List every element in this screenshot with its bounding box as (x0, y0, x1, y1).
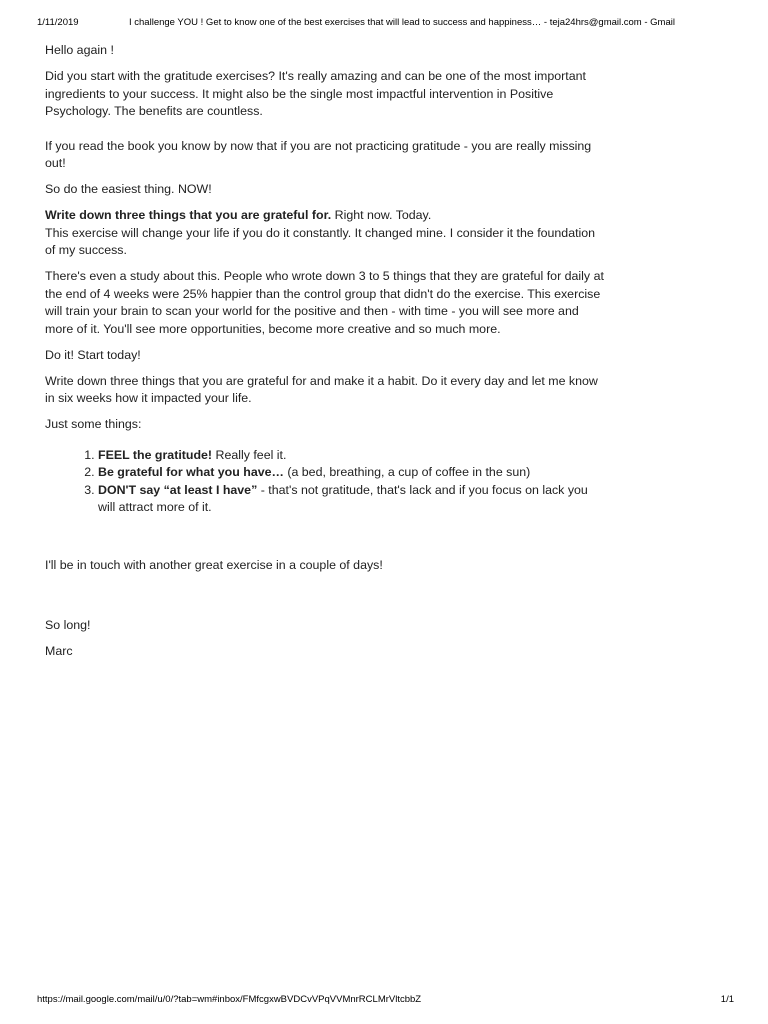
paragraph-write-down (45, 207, 605, 260)
greeting: Hello again ! (45, 43, 114, 57)
paragraph-book: If you read the book you know by now that if you are not practicing gratitude - you are really missing out! (45, 138, 592, 170)
paragraph-intro: Did you start with the gratitude exercises? It's really amazing and can be one of the most important ingredients to your success. It might also be the single most impactful intervention in Positive Psychology. The benefits are countless. (45, 69, 586, 118)
list-item (98, 447, 605, 465)
list-item-text: (a bed, breathing, a cup of coffee in the sun) (283, 465, 531, 479)
paragraph-study: There's even a study about this. People who wrote down 3 to 5 things that they are grateful for daily at the end of 4 weeks were 25% happier than the control group that didn't do the exercise. This exercise will train your brain to scan your world for the positive and then - with time - you will see more and more of it. You'll see more opportunities, become more creative and so much more. (45, 269, 604, 336)
list-item-text: - that's not gratitude, that's lack and if you focus on lack you will attract more of it. (98, 482, 588, 514)
page-count: 1/1 (720, 994, 734, 1005)
paragraph-easiest: So do the easiest thing. NOW! (45, 182, 212, 196)
list-item (98, 482, 605, 517)
list-item-text: Really feel it. (212, 447, 287, 462)
spacer (45, 583, 605, 617)
signature: Marc (45, 643, 73, 658)
paragraph-in-touch: I'll be in touch with another great exercise in a couple of days! (45, 557, 383, 572)
list-item-bold: DON'T say “at least I have” (98, 482, 258, 497)
write-down-bold: Write down three things that you are grateful for. (45, 208, 332, 222)
spacer (45, 525, 605, 557)
write-down-rest: Right now. Today. (331, 208, 432, 222)
email-body (45, 42, 605, 669)
print-date: 1/11/2019 (37, 17, 79, 28)
paragraph-start-today: Do it! Start today! (45, 347, 141, 362)
things-list (45, 447, 605, 517)
list-item (98, 464, 605, 482)
print-url: https://mail.google.com/mail/u/0/?tab=wm#inbox/FMfcgxwBVDCvVPqVVMnrRCLMrVltcbbZ (37, 994, 422, 1005)
paragraph-habit: Write down three things that you are grateful for and make it a habit. Do it every day and let me know in six weeks how it impacted your life. (45, 373, 598, 405)
print-footer (0, 994, 768, 1008)
write-down-line2: This exercise will change your life if you do it constantly. It changed mine. I consider it the foundation of my success. (45, 225, 596, 257)
print-header (0, 17, 768, 31)
paragraph-just-some: Just some things: (45, 417, 142, 431)
list-item-bold: Be grateful for what you have… (98, 465, 284, 479)
print-title: I challenge YOU ! Get to know one of the best exercises that will lead to success and happiness… - teja24hrs@gmail.com - Gmail (129, 17, 675, 28)
signoff: So long! (45, 617, 91, 632)
list-item-bold: FEEL the gratitude! (98, 447, 213, 462)
